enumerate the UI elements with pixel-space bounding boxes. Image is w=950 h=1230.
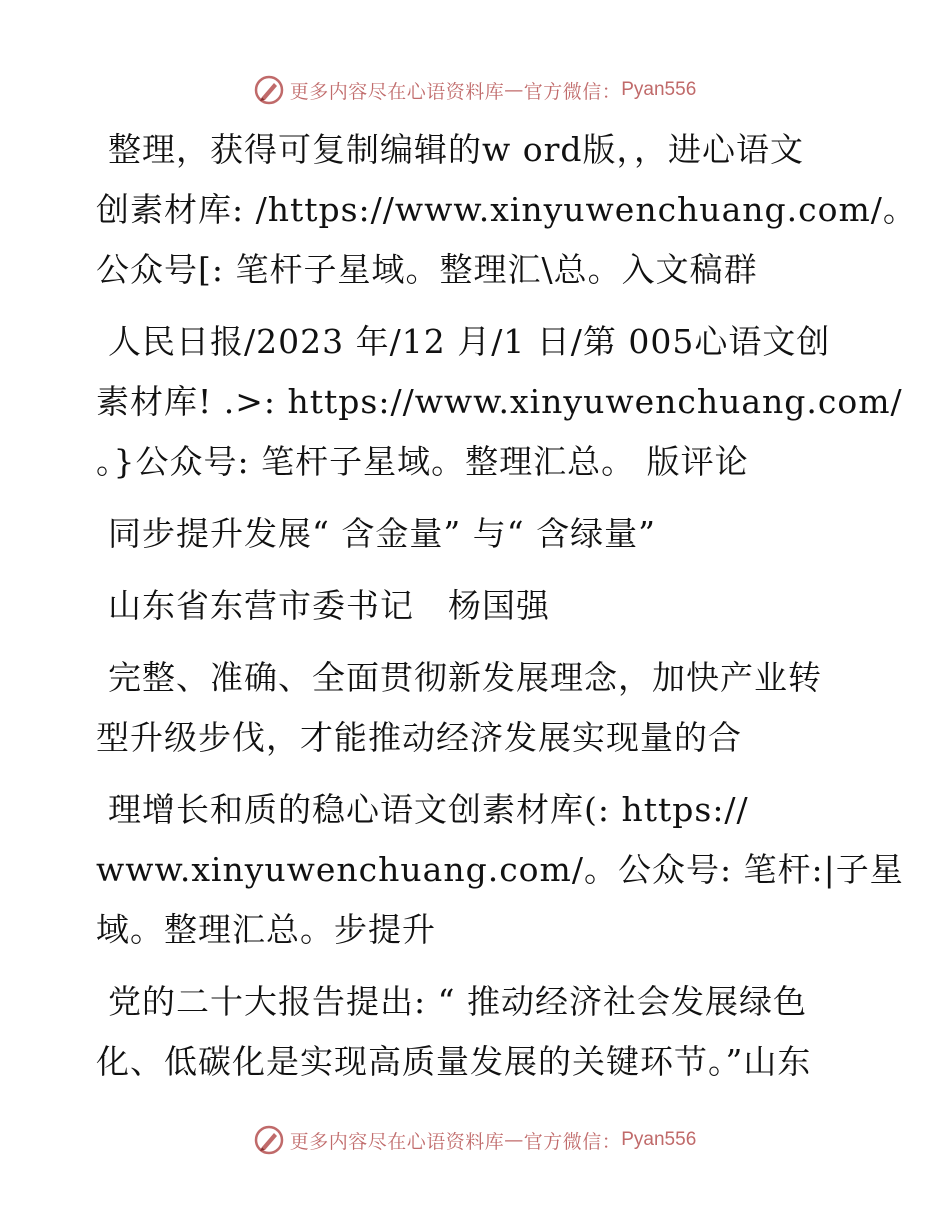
banner-slogan: 更多内容尽在心语资料库	[289, 1130, 505, 1153]
article-title: 同步提升发展“ 含金量” 与“ 含绿量”	[108, 514, 656, 553]
text-line: 公众号[: 笔杆子星域。整理汇\总。入文稿群	[96, 250, 758, 289]
banner-wechat-id: Pyan556	[621, 79, 697, 100]
text-line: 理增长和质的稳心语文创素材库(: https://	[108, 790, 749, 829]
footer-banner	[0, 1120, 950, 1160]
banner-slogan: 更多内容尽在心语资料库	[289, 80, 505, 103]
banner-wechat-label: 官方微信：	[523, 80, 622, 103]
banner-separator: —	[504, 79, 524, 101]
text-line: 整理，获得可复制编辑的w ord版，，进心语文	[108, 130, 805, 169]
document-body	[96, 120, 917, 1092]
text-line: 。}公众号: 笔杆子星域。整理汇总。 版评论	[96, 442, 749, 481]
text-line: 型升级步伐，才能推动经济发展实现量的合	[96, 718, 742, 757]
banner-wechat-label: 官方微信：	[523, 1130, 622, 1153]
text-line: 完整、准确、全面贯彻新发展理念，加快产业转	[108, 658, 822, 697]
text-line: www.xinyuwenchuang.com/。公众号: 笔杆:|子星	[96, 850, 904, 889]
header-banner	[0, 70, 950, 110]
text-line: 创素材库: /https://www.xinyuwenchuang.com/。	[96, 190, 917, 229]
text-line: 素材库! .>: https://www.xinyuwenchuang.com/	[96, 382, 903, 421]
banner-wechat-id: Pyan556	[621, 1129, 697, 1150]
banner-separator: —	[504, 1129, 524, 1151]
pen-logo-icon	[254, 1125, 284, 1155]
text-line: 域。整理汇总。步提升	[96, 910, 436, 949]
pen-logo-icon	[254, 75, 284, 105]
article-author: 山东省东营市委书记 杨国强	[108, 586, 550, 625]
text-line: 化、低碳化是实现高质量发展的关键环节。”山东	[96, 1042, 812, 1081]
text-line: 党的二十大报告提出: “ 推动经济社会发展绿色	[108, 982, 807, 1021]
text-line: 人民日报/2023 年/12 月/1 日/第 005心语文创	[108, 322, 831, 361]
